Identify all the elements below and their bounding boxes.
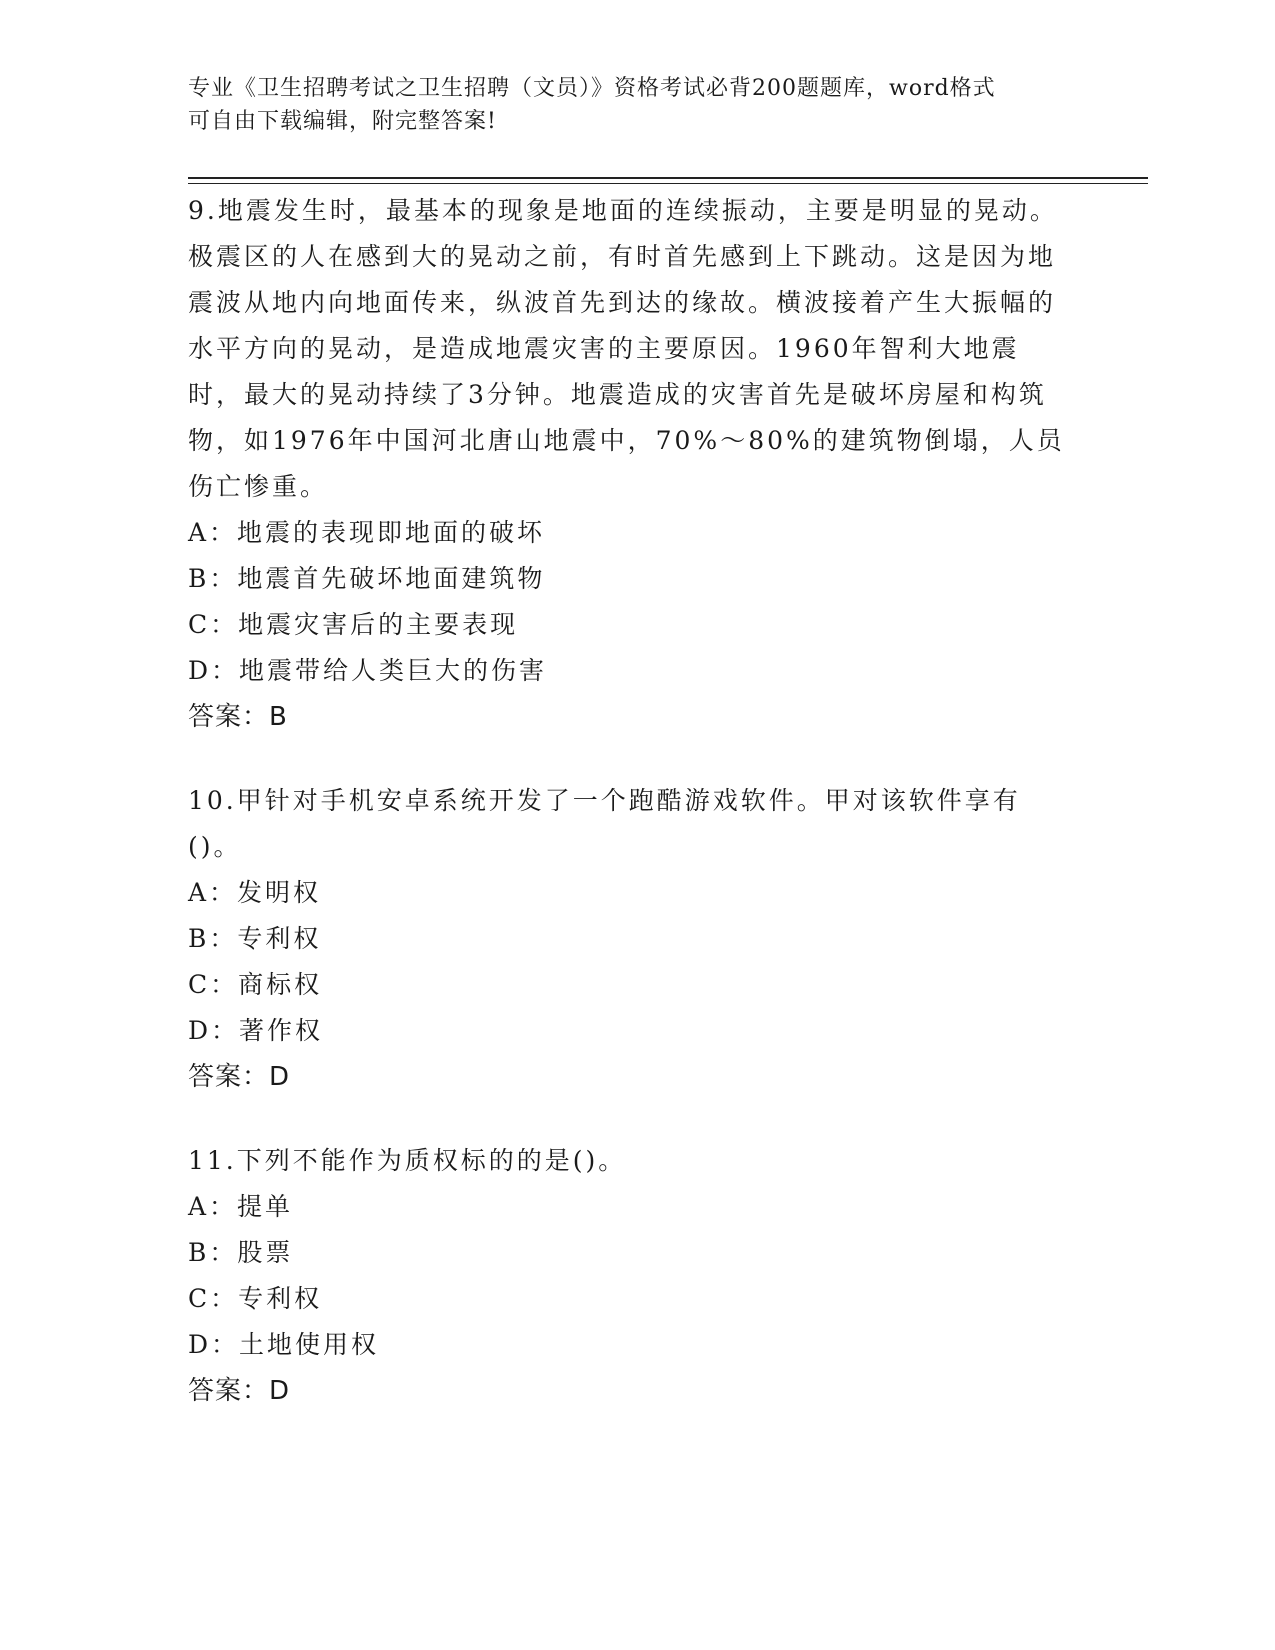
option-c: C：专利权 [188,1284,323,1313]
document-header [188,72,1068,138]
option-d: D：地震带给人类巨大的伤害 [188,656,548,685]
option-a: A：提单 [188,1192,294,1221]
answer-label: 答案：D [188,1062,291,1092]
answer-label: 答案：B [188,702,288,732]
option-d: D：著作权 [188,1016,324,1045]
header-line-1: 专业《卫生招聘考试之卫生招聘（文员）》资格考试必背200题题库，word格式 [188,76,996,101]
question-10 [188,778,1068,1100]
option-b: B：专利权 [188,924,322,953]
option-b: B：股票 [188,1238,294,1267]
option-b: B：地震首先破坏地面建筑物 [188,564,546,593]
question-spacer [188,740,1068,778]
option-a: A：地震的表现即地面的破坏 [188,518,546,547]
option-c: C：地震灾害后的主要表现 [188,610,519,639]
question-list [188,188,1068,1414]
question-9 [188,188,1068,740]
option-a: A：发明权 [188,878,322,907]
header-line-2: 可自由下载编辑，附完整答案! [188,109,497,134]
answer-label: 答案：D [188,1376,291,1406]
option-d: D：土地使用权 [188,1330,380,1359]
question-text: 9.地震发生时，最基本的现象是地面的连续振动，主要是明显的晃动。极震区的人在感到大的晃动之前，有时首先感到上下跳动。这是因为地震波从地内向地面传来，纵波首先到达的缘故。横波接着产生大振幅的水平方向的晃动，是造成地震灾害的主要原因。1960年智利大地震时，最大的晃动持续了3分钟。地震造成的灾害首先是破坏房屋和构筑物，如1976年中国河北唐山地震中，70%～80%的建筑物倒塌，人员伤亡惨重。 [188,196,1065,501]
question-text: 10.甲针对手机安卓系统开发了一个跑酷游戏软件。甲对该软件享有()。 [188,786,1021,861]
question-spacer [188,1100,1068,1138]
question-11 [188,1138,1068,1414]
header-divider-thick [188,177,1148,179]
header-divider-thin [188,183,1148,184]
option-c: C：商标权 [188,970,323,999]
question-text: 11.下列不能作为质权标的的是()。 [188,1146,627,1175]
